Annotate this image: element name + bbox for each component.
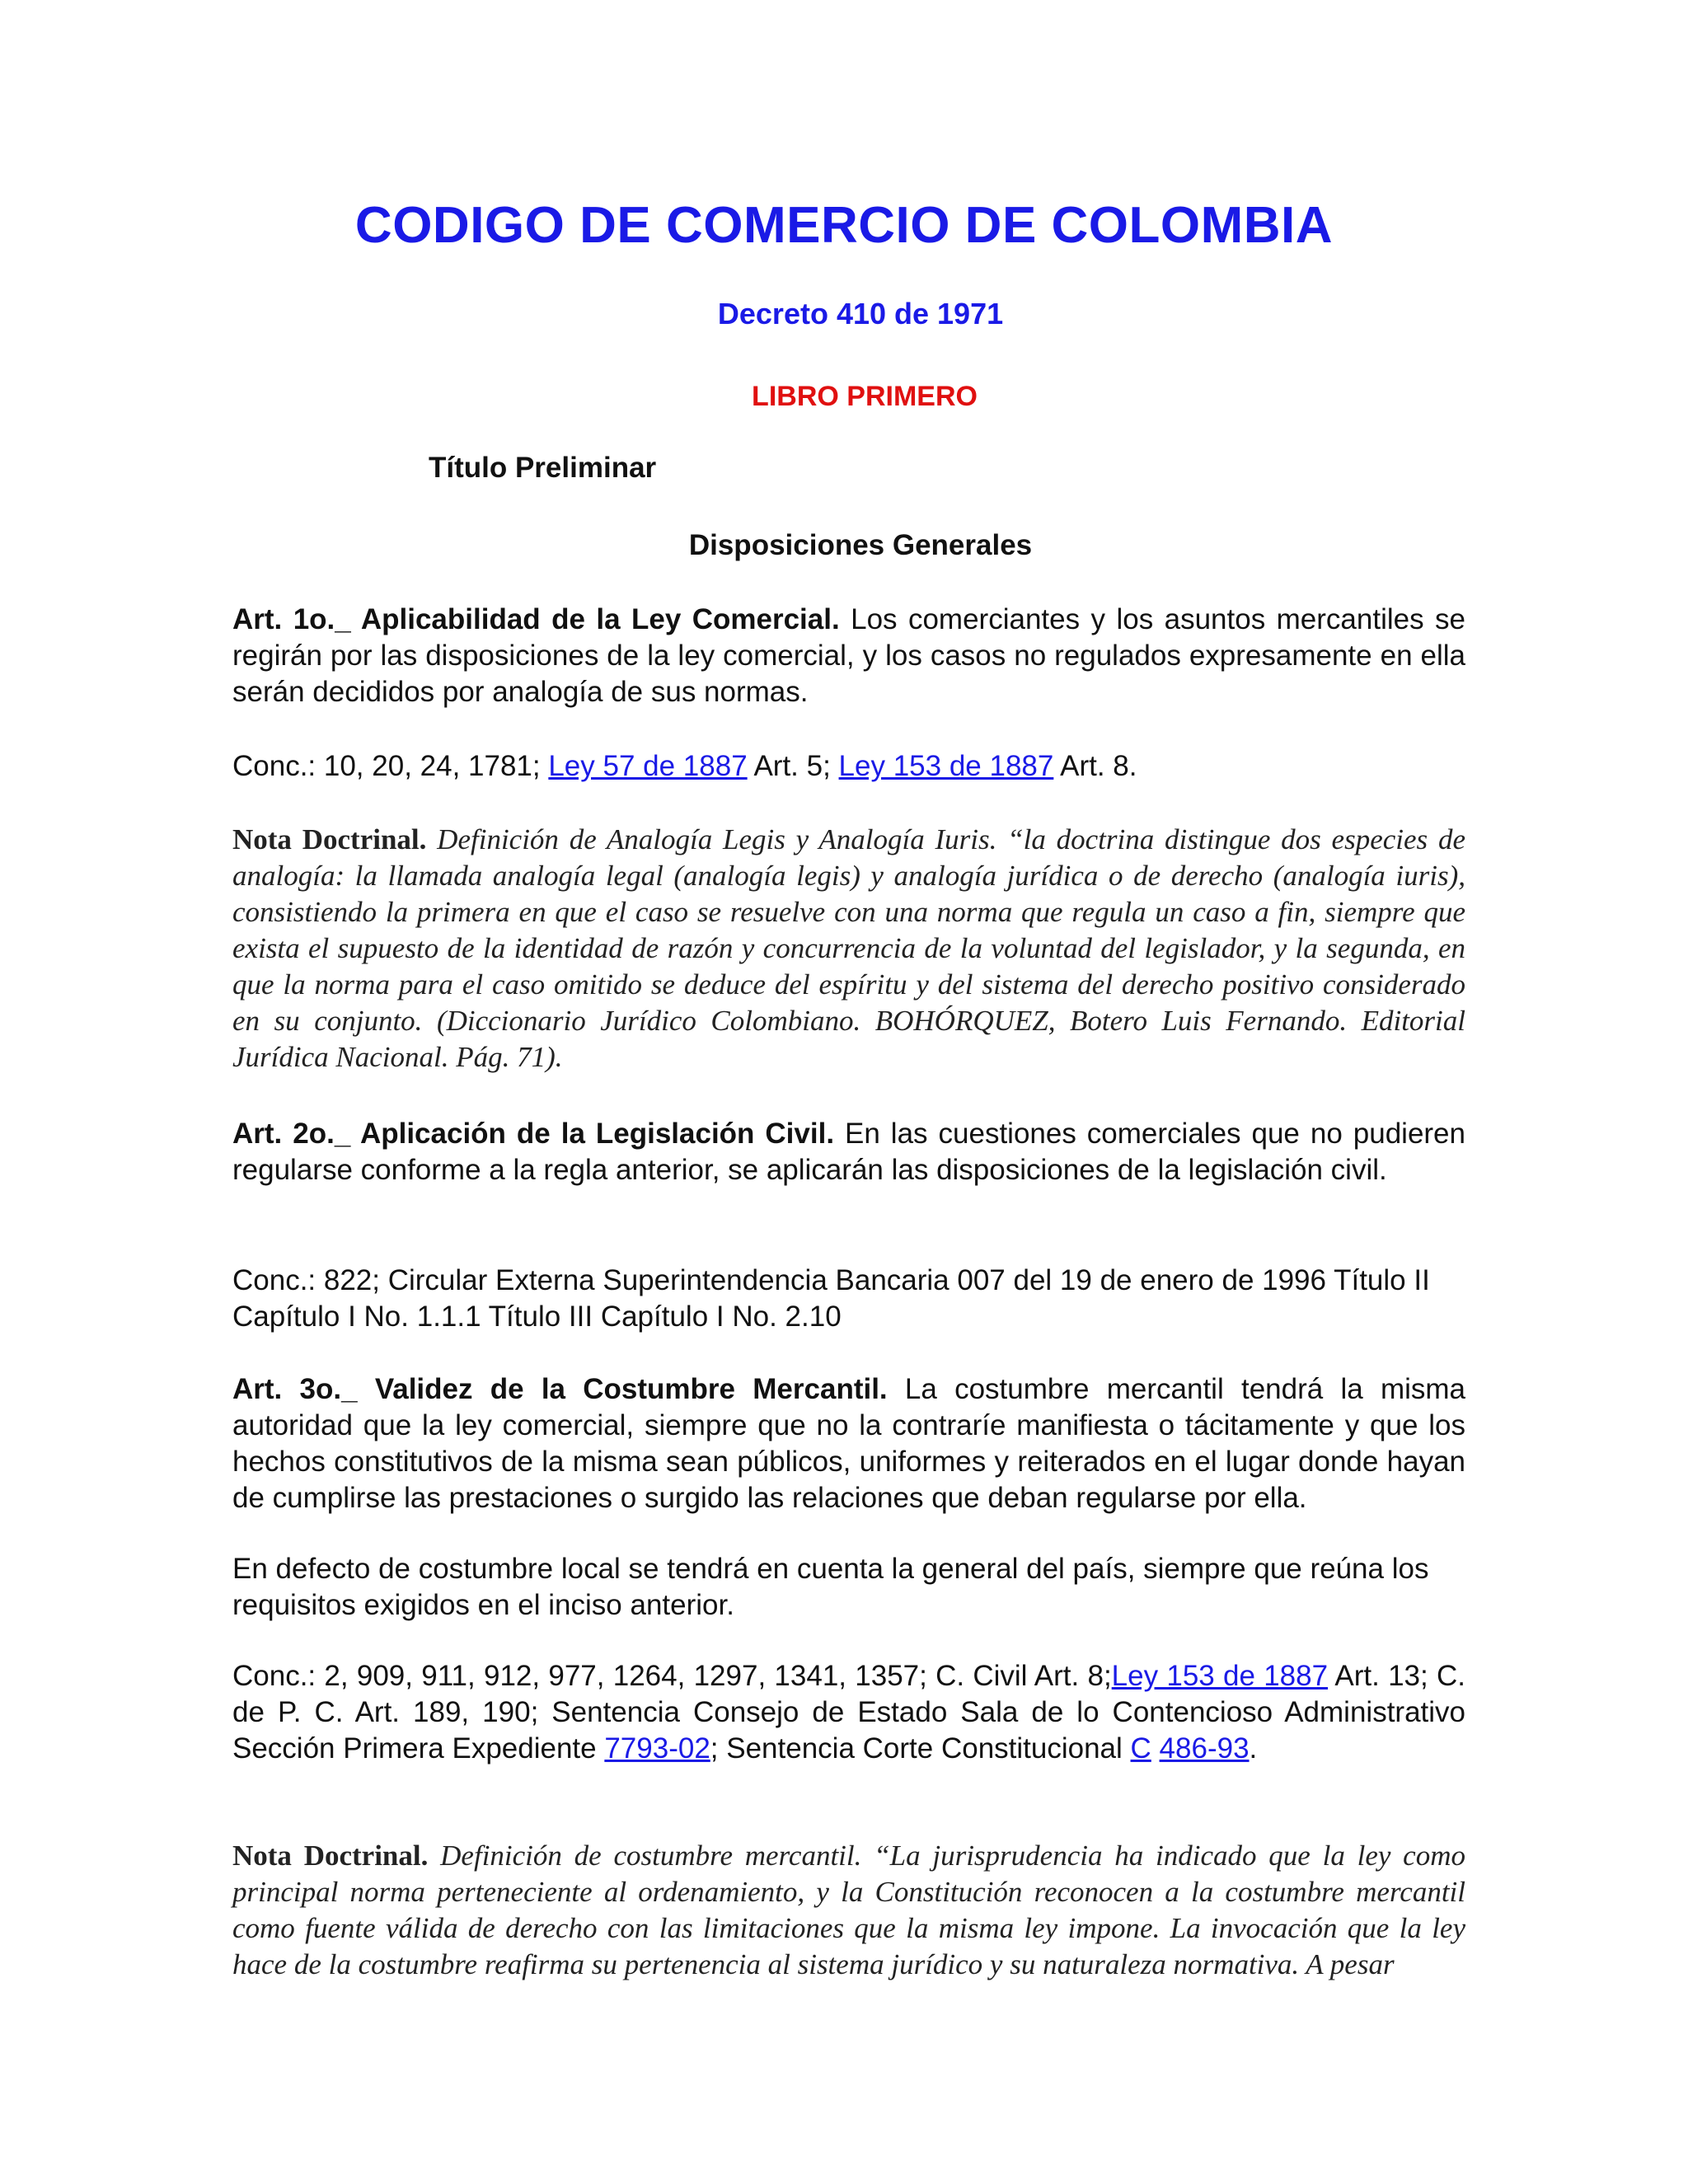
doctrinal-note-text: Definición de Analogía Legis y Analogía Iuris. “la doctrina distingue dos especies de analogía: la llamada analogía legal (analogía legis) y analogía jurídica o de derecho (analogía iuris), consistiendo la primera en que el caso se resuelve con una norma que regula un caso a fin, siempre que exista el supuesto de la identidad de razón y concurrencia de la voluntad del legislador, y la segunda, en que la norma para el caso omitido se deduce del espíritu y del sistema del derecho positivo considerado en su conjunto. (Diccionario Jurídico Colombiano. BOHÓRQUEZ, Botero Luis Fernando. Editorial Jurídica Nacional. Pág. 71).: [232, 823, 1465, 1073]
ley-153-1887-link[interactable]: Ley 153 de 1887: [838, 750, 1054, 782]
article-3: [232, 1371, 1465, 1516]
article-2-text: En las cuestiones comerciales que no pudieren regularse conforme a la regla anterior, se aplicarán las disposiciones de la legislación civil.: [232, 1118, 1465, 1186]
expediente-7793-02-link[interactable]: 7793-02: [604, 1732, 710, 1765]
conc-text: Art. 5;: [747, 750, 839, 782]
article-1: [232, 602, 1465, 710]
sentencia-486-93-link[interactable]: 486-93: [1159, 1732, 1250, 1765]
conc-text: .: [1249, 1732, 1258, 1765]
conc-text: ; Sentencia Corte Constitucional: [710, 1732, 1131, 1765]
title-section-heading: Título Preliminar: [429, 452, 657, 484]
document-title: CODIGO DE COMERCIO DE COLOMBIA: [354, 197, 1334, 254]
article-1-concordances: [232, 748, 1465, 785]
article-2-heading: Art. 2o._ Aplicación de la Legislación Civil.: [232, 1118, 835, 1150]
doctrinal-note-2: [232, 1838, 1465, 1983]
article-1-text: Los comerciantes y los asuntos mercantiles se regirán por las disposiciones de la ley comercial, y los casos no regulados expresamente en ella serán decididos por analogía de sus normas.: [232, 603, 1465, 708]
conc-text: [1151, 1732, 1160, 1765]
article-2: [232, 1116, 1465, 1188]
article-3-heading: Art. 3o._ Validez de la Costumbre Mercantil.: [232, 1373, 888, 1405]
article-3-paragraph-2: En defecto de costumbre local se tendrá en cuenta la general del país, siempre que reúna los requisitos exigidos en el inciso anterior.: [232, 1553, 1429, 1621]
doctrinal-note-1: [232, 822, 1465, 1076]
ley-153-1887-link[interactable]: Ley 153 de 1887: [1111, 1660, 1329, 1692]
decree-subtitle: Decreto 410 de 1971: [717, 297, 1004, 330]
chapter-heading: Disposiciones Generales: [688, 529, 1033, 561]
conc-text: Art. 8.: [1053, 750, 1137, 782]
doctrinal-note-text: Definición de costumbre mercantil. “La jurisprudencia ha indicado que la ley como principal norma perteneciente al ordenamiento, y la Constitución reconocen a la costumbre mercantil como fuente válida de derecho con las limitaciones que la misma ley impone. La invocación que la ley hace de la costumbre reafirma su pertenencia al sistema jurídico y su naturaleza normativa. A pesar: [232, 1840, 1465, 1980]
doctrinal-note-label: Nota Doctrinal.: [232, 1840, 429, 1872]
article-1-heading: Art. 1o._ Aplicabilidad de la Ley Comercial.: [232, 603, 840, 635]
sentencia-c-link[interactable]: C: [1130, 1732, 1151, 1765]
article-2-concordances: Conc.: 822; Circular Externa Superintendencia Bancaria 007 del 19 de enero de 1996 Título II Capítulo I No. 1.1.1 Título III Capítulo I No. 2.10: [232, 1264, 1430, 1333]
article-3-concordances: [232, 1658, 1465, 1767]
doctrinal-note-label: Nota Doctrinal.: [232, 823, 427, 855]
conc-text: Art. 13; C. de P. C. Art. 189, 190; Sentencia Consejo de Estado Sala de lo Contencioso Administrativo Sección Primera Expediente: [232, 1660, 1465, 1765]
book-heading: LIBRO PRIMERO: [752, 381, 978, 412]
article-3-text: La costumbre mercantil tendrá la misma autoridad que la ley comercial, siempre que no la contraríe manifiesta o tácitamente y que los hechos constitutivos de la misma sean públicos, uniformes y reiterados en el lugar donde hayan de cumplirse las prestaciones o surgido las relaciones que deban regularse por ella.: [232, 1373, 1466, 1514]
ley-57-1887-link[interactable]: Ley 57 de 1887: [548, 750, 748, 782]
conc-text: Conc.: 2, 909, 911, 912, 977, 1264, 1297, 1341, 1357; C. Civil Art. 8;: [232, 1660, 1112, 1692]
conc-text: Conc.: 10, 20, 24, 1781;: [232, 750, 549, 782]
